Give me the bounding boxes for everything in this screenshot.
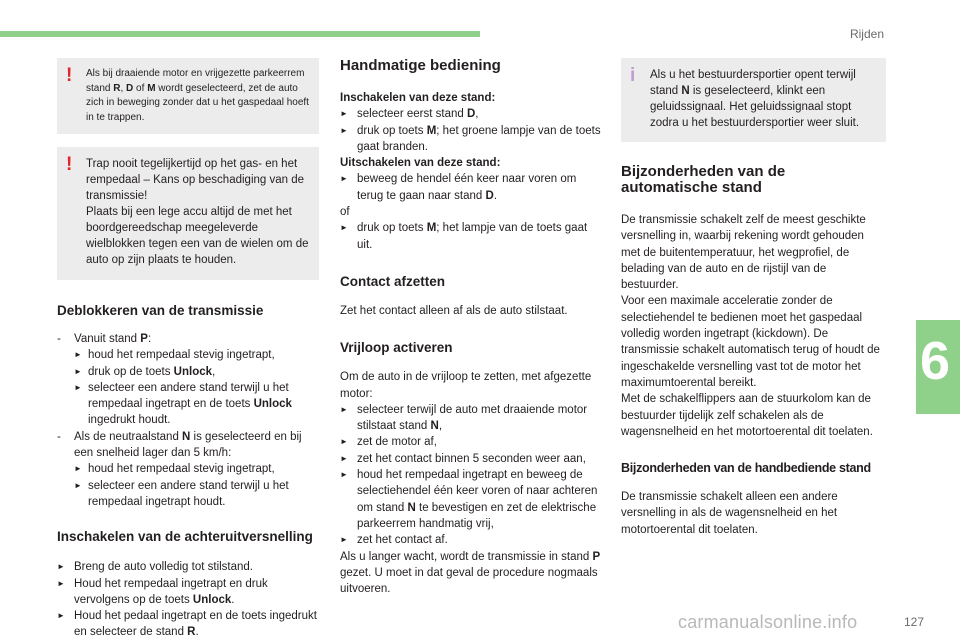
chapter-number: 6 — [919, 331, 950, 391]
list-item: ► selecteer terwijl de auto met draaiende motor stilstaat stand N, — [340, 403, 588, 433]
freewheel-list — [340, 402, 605, 549]
auto-mode-paragraph-1: De transmissie schakelt zelf de meest geschikte versnelling in, waarbij rekening wordt gehouden met de buitentemperatuur, het wegprofiel, de belading van de auto en de rijstijl van de bestuurder. — [621, 214, 866, 292]
warning-note-2-text-b: Plaats bij een lege accu altijd de met het boordgereedschap meegeleverde wielblokken tegen een van de wielen om de auto op zijn plaats te houden. — [86, 206, 309, 266]
arrow-bullet-icon: ► — [57, 562, 65, 572]
arrow-bullet-icon: ► — [74, 480, 82, 490]
warning-note-1 — [57, 58, 319, 134]
list-item: ► selecteer eerst stand D, — [340, 108, 479, 121]
warning-icon: ! — [66, 154, 73, 175]
disable-mode-heading: Uitschakelen van deze stand: — [340, 157, 501, 170]
warning-note-2-text-a: Trap nooit tegelijkertijd op het gas- en het rempedaal – Kans op beschadiging van de transmissie! — [86, 158, 305, 202]
unblock-heading: Deblokkeren van de transmissie — [57, 303, 264, 318]
info-note — [621, 58, 886, 142]
arrow-bullet-icon: ► — [340, 404, 348, 414]
arrow-bullet-icon: ► — [340, 223, 348, 233]
section-title: Rijden — [849, 27, 884, 41]
ignition-text: Zet het contact alleen af als de auto stilstaat. — [340, 304, 568, 317]
list-item: ► zet de motor af, — [340, 436, 437, 449]
disable-mode-list-2 — [340, 220, 605, 253]
list-item: ► beweeg de hendel één keer naar voren om terug te gaan naar stand D. — [340, 173, 577, 202]
disable-mode-list — [340, 171, 605, 204]
list-item: ► druk op de toets Unlock, — [74, 365, 216, 378]
unblock-list — [57, 331, 319, 510]
freewheel-heading: Vrijloop activeren — [340, 340, 453, 356]
list-item: ► Houd het pedaal ingetrapt en de toets ingedrukt en selecteer de stand R. — [57, 610, 317, 639]
list-item: - Als de neutraalstand N is geselecteerd en bij een snelheid lager dan 5 km/h: — [57, 430, 302, 460]
arrow-bullet-icon: ► — [74, 382, 82, 392]
manual-operation-heading: Handmatige bediening — [340, 57, 501, 74]
list-item: ► druk op toets M; het lampje van de toets gaat uit. — [340, 222, 588, 251]
reverse-list — [57, 559, 319, 640]
arrow-bullet-icon: ► — [74, 350, 82, 360]
arrow-bullet-icon: ► — [57, 578, 65, 588]
auto-mode-paragraph-2: Voor een maximale acceleratie zonder de selectiehendel te bedienen moet het gaspedaal volledig worden ingetrapt (kickdown). De transmissie schakelt automatisch terug of houdt de ingeschakelde versnelling vast tot de motor het maximumtoerental bereikt. — [621, 295, 880, 389]
freewheel-outro: Als u langer wacht, wordt de transmissie in stand P gezet. U moet in dat geval de procedure nogmaals uitvoeren. — [340, 550, 601, 596]
list-item: ► zet het contact binnen 5 seconden weer aan, — [340, 452, 586, 465]
column-2 — [340, 58, 605, 597]
warning-note-1-text: Als bij draaiende motor en vrijgezette parkeerrem stand R, D of M wordt geselecteerd, zet de auto zich in beweging zonder dat u het gaspedaal hoeft in te trappen. — [86, 68, 309, 123]
arrow-bullet-icon: ► — [340, 535, 348, 545]
arrow-bullet-icon: ► — [74, 366, 82, 376]
info-note-text: Als u het bestuurdersportier opent terwijl stand N is geselecteerd, klinkt een geluidssignaal. Het geluidssignaal stopt zodra u het bestuurdersportier weer sluit. — [650, 69, 860, 129]
dash-icon: - — [57, 430, 61, 443]
manual-mode-text: De transmissie schakelt alleen een andere versnelling in als de wagensnelheid en het motortoerental dit toelaten. — [621, 491, 838, 536]
list-item: ► selecteer een andere stand terwijl u het rempedaal ingetrapt en de toets Unlock ingedrukt houdt. — [74, 381, 292, 427]
arrow-bullet-icon: ► — [340, 125, 348, 135]
list-item: ► Breng de auto volledig tot stilstand. — [57, 561, 254, 574]
arrow-bullet-icon: ► — [340, 453, 348, 463]
list-item: ► druk op toets M; het groene lampje van de toets gaat branden. — [340, 124, 601, 153]
list-item: ► houd het rempedaal stevig ingetrapt, — [74, 349, 275, 362]
dash-icon: - — [57, 333, 61, 345]
ignition-heading: Contact afzetten — [340, 273, 446, 289]
header-accent-bar — [0, 31, 480, 37]
watermark: carmanualsonline.info — [678, 612, 858, 632]
arrow-bullet-icon: ► — [74, 464, 82, 474]
or-text: of — [340, 206, 350, 219]
arrow-bullet-icon: ► — [340, 109, 348, 119]
info-icon: i — [630, 65, 636, 86]
warning-icon: ! — [66, 65, 73, 86]
auto-mode-paragraph-3: Met de schakelflippers aan de stuurkolom kan de bestuurder tijdelijk zelf schakelen als de wagensnelheid en het motortoerental dit toelaten. — [621, 393, 873, 438]
reverse-heading: Inschakelen van de achteruitversnelling — [57, 529, 313, 545]
freewheel-intro: Om de auto in de vrijloop te zetten, met afgezette motor: — [340, 371, 592, 400]
list-item: ► houd het rempedaal ingetrapt en beweeg de selectiehendel één keer voren of naar achteren om stand N te bevestigen en zet de elektrische parkeerrem handmatig vrij, — [340, 469, 598, 530]
page-number: 127 — [903, 615, 924, 629]
arrow-bullet-icon: ► — [340, 470, 348, 480]
list-item: ► selecteer een andere stand terwijl u het rempedaal ingetrapt houdt. — [74, 479, 289, 508]
arrow-bullet-icon: ► — [57, 611, 65, 621]
column-3 — [621, 58, 886, 538]
list-item: ► Houd het rempedaal ingetrapt en druk vervolgens op de toets Unlock. — [57, 577, 268, 606]
warning-note-2 — [57, 147, 319, 280]
list-item: ► zet het contact af. — [340, 534, 448, 547]
column-1 — [57, 58, 319, 640]
arrow-bullet-icon: ► — [340, 174, 348, 184]
enable-mode-list — [340, 106, 605, 155]
auto-mode-heading: Bijzonderheden van de automatische stand — [621, 163, 786, 196]
manual-mode-heading: Bijzonderheden van de handbediende stand — [621, 461, 871, 476]
list-item: ► houd het rempedaal stevig ingetrapt, — [74, 463, 275, 476]
list-item: - Vanuit stand P: — [57, 331, 319, 347]
arrow-bullet-icon: ► — [340, 437, 348, 447]
enable-mode-heading: Inschakelen van deze stand: — [340, 92, 496, 104]
